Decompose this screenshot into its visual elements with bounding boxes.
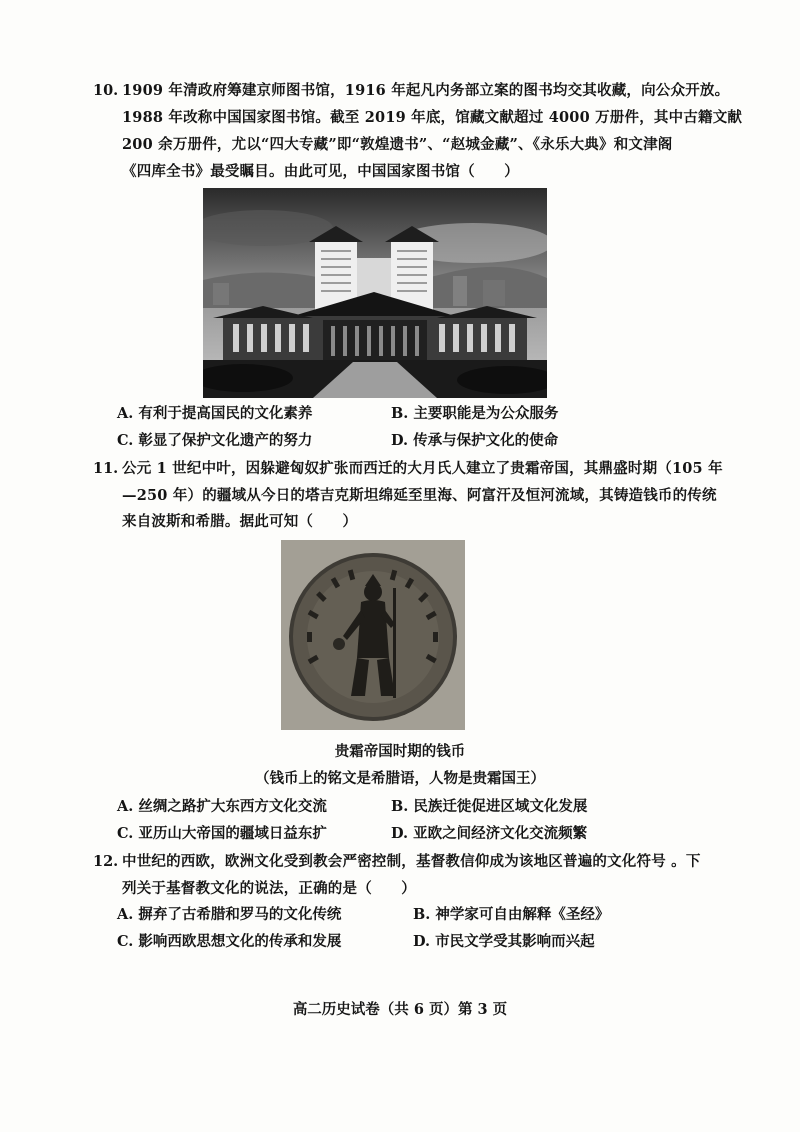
option-d[interactable]: D. 传承与保护文化的使命: [391, 432, 559, 449]
option-c[interactable]: C. 亚历山大帝国的疆域日益东扩: [117, 825, 327, 842]
option-a[interactable]: A. 摒弃了古希腊和罗马的文化传统: [117, 906, 342, 923]
page-footer: 高二历史试卷（共 6 页）第 3 页: [292, 1001, 508, 1018]
coin-caption-note: （钱币上的铭文是希腊语，人物是贵霜国王）: [255, 770, 545, 787]
kushan-coin-photo: [281, 540, 465, 730]
question-number: 10.: [93, 82, 119, 99]
option-a[interactable]: A. 丝绸之路扩大东西方文化交流: [117, 798, 327, 815]
option-d[interactable]: D. 亚欧之间经济文化交流频繁: [391, 825, 588, 842]
option-b[interactable]: B. 主要职能是为公众服务: [391, 405, 559, 422]
question-text-line: 《四库全书》最受瞩目。由此可见，中国国家图书馆（ ）: [122, 163, 519, 180]
question-number: 12.: [93, 853, 119, 870]
question-text-line: 来自波斯和希腊。据此可知（ ）: [122, 513, 358, 530]
option-b[interactable]: B. 民族迁徙促进区域文化发展: [391, 798, 588, 815]
option-d[interactable]: D. 市民文学受其影响而兴起: [413, 933, 595, 950]
option-c[interactable]: C. 影响西欧思想文化的传承和发展: [117, 933, 342, 950]
question-text-line: 1988 年改称中国国家图书馆。截至 2019 年底，馆藏文献超过 4000 万册件，其中古籍文献: [122, 109, 743, 126]
question-text-line: —250 年）的疆域从今日的塔吉克斯坦绵延至里海、阿富汗及恒河流域，其铸造钱币的传统: [122, 487, 717, 504]
question-text-line: 1909 年清政府筹建京师图书馆，1916 年起凡内务部立案的图书均交其收藏，向公众开放。: [122, 82, 730, 99]
question-text-line: 200 余万册件，尤以“四大专藏”即“敦煌遗书”、“赵城金藏”、《永乐大典》和文津阁: [122, 136, 673, 153]
option-c[interactable]: C. 彰显了保护文化遗产的努力: [117, 432, 313, 449]
coin-caption-title: 贵霜帝国时期的钱币: [334, 743, 466, 760]
question-text-line: 公元 1 世纪中叶，因躲避匈奴扩张而西迁的大月氏人建立了贵霜帝国，其鼎盛时期（105 年: [122, 460, 723, 477]
question-text-line: 中世纪的西欧，欧洲文化受到教会严密控制，基督教信仰成为该地区普遍的文化符号 。下: [122, 853, 701, 870]
question-number: 11.: [93, 460, 119, 477]
question-text-line: 列关于基督教文化的说法，正确的是（ ）: [122, 880, 416, 897]
national-library-photo: [203, 188, 547, 398]
option-a[interactable]: A. 有利于提高国民的文化素养: [117, 405, 313, 422]
option-b[interactable]: B. 神学家可自由解释《圣经》: [413, 906, 610, 923]
